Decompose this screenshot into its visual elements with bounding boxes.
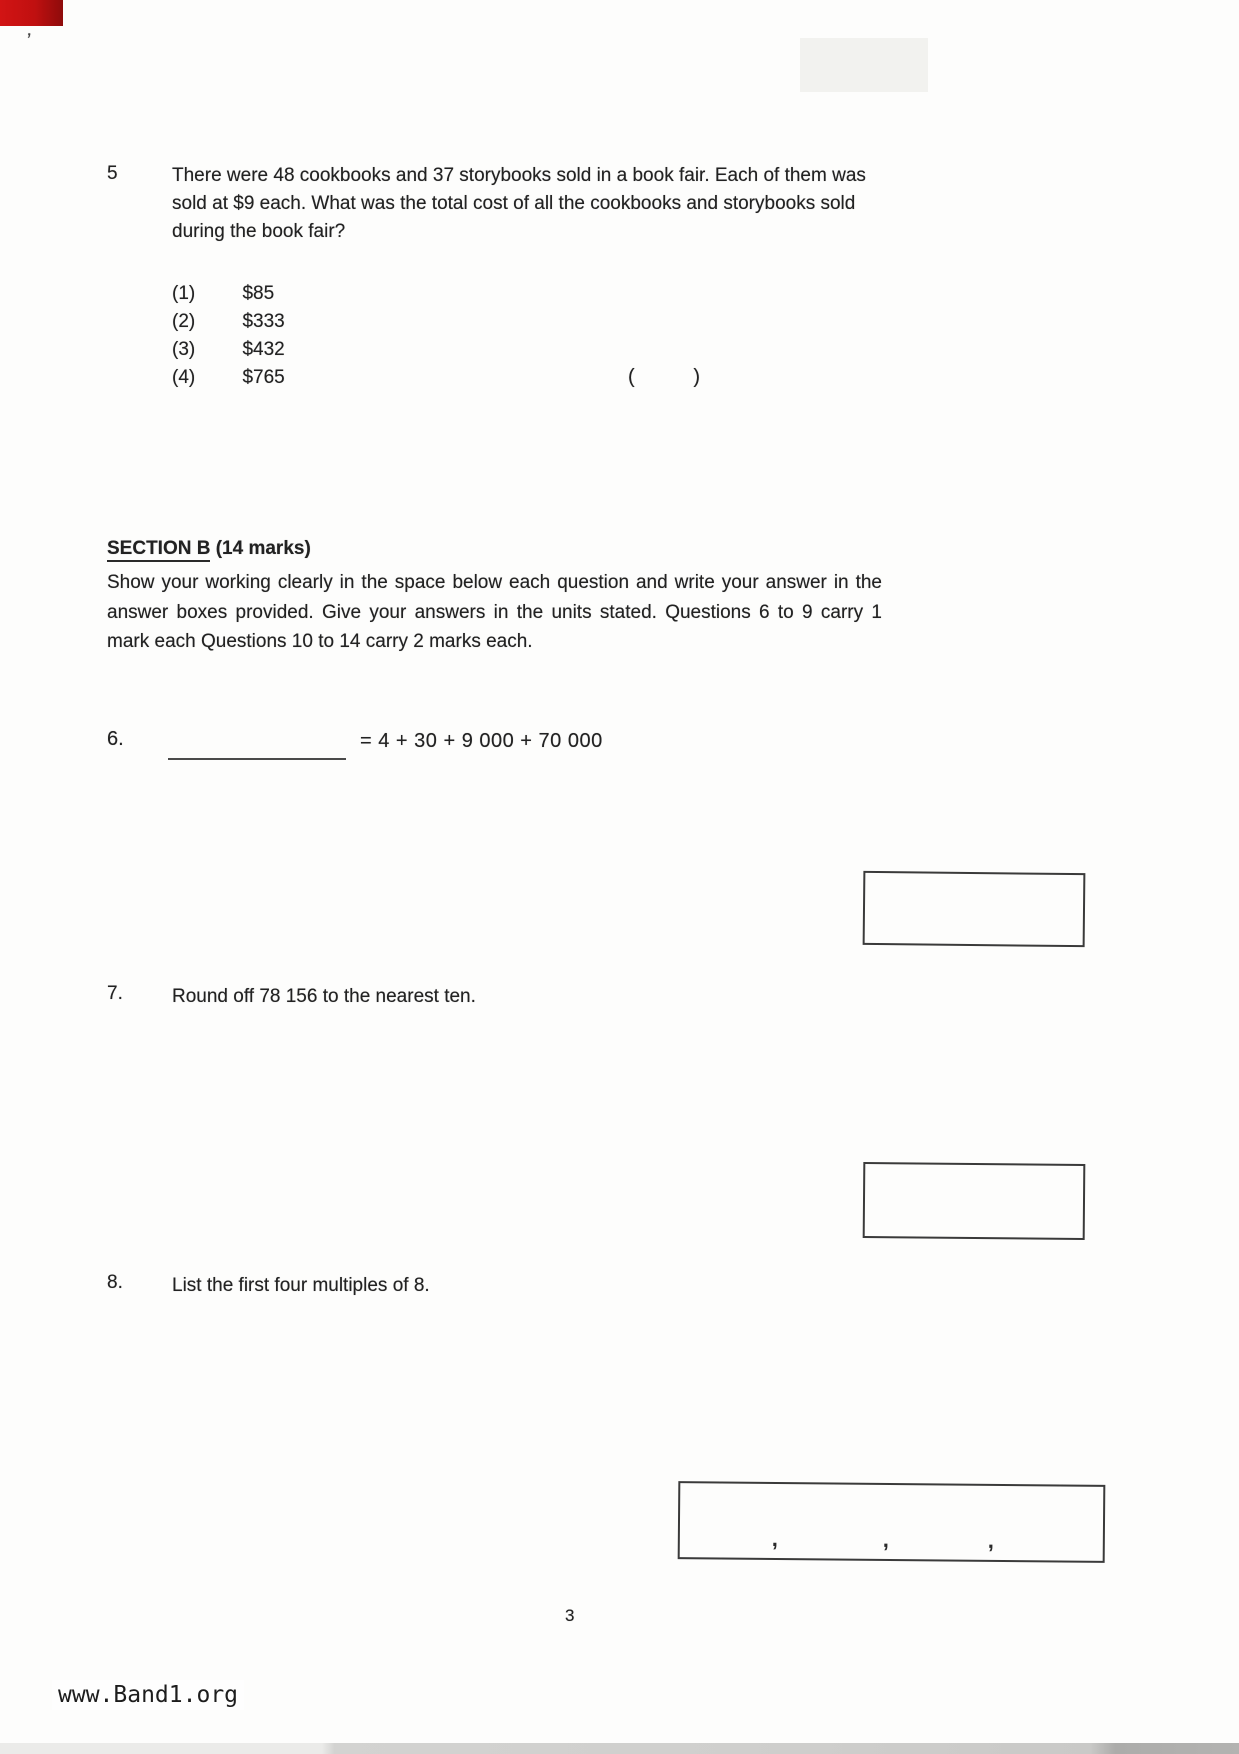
question7-text: Round off 78 156 to the nearest ten. (172, 986, 476, 1007)
question5-number: 5 (107, 163, 118, 184)
question7-answer-box (863, 1162, 1086, 1240)
scan-light-patch (800, 38, 928, 92)
option-label: (4) (172, 367, 196, 388)
option-value: $432 (242, 339, 285, 360)
question7-number: 7. (107, 983, 123, 1004)
section-b-heading (107, 538, 311, 560)
option-value: $765 (242, 367, 285, 388)
question6-equation: = 4 + 30 + 9 000 + 70 000 (360, 730, 603, 752)
answer-separator-comma: , (987, 1527, 995, 1553)
question6-number: 6. (107, 728, 124, 750)
mcq-option-1 (172, 283, 274, 305)
mcq-option-2 (172, 311, 285, 333)
watermark-url: www.Band1.org (52, 1680, 244, 1710)
question8-text: List the first four multiples of 8. (172, 1275, 430, 1296)
section-b-marks: (14 marks) (210, 538, 311, 559)
option-label: (3) (172, 339, 196, 360)
answer-separator-comma: , (771, 1525, 779, 1552)
page-number: 3 (565, 1606, 575, 1625)
question8-number: 8. (107, 1272, 123, 1293)
question6-answer-box (863, 871, 1086, 947)
scan-bottom-edge-bar (0, 1743, 1239, 1754)
option-label: (1) (172, 283, 196, 304)
bracket-close: ) (693, 366, 700, 388)
question8-answer-box (678, 1481, 1106, 1563)
option-label: (2) (172, 311, 196, 332)
question6-blank-line (168, 726, 346, 760)
question5-text: There were 48 cookbooks and 37 storybooks sold in a book fair. Each of them was sold at $9 each. What was the total cost of all the cookbooks and storybooks sold during the book fair? (172, 165, 866, 242)
scan-artifact-mark: ’ (24, 29, 33, 53)
mcq-option-3 (172, 339, 285, 361)
section-b-title: SECTION B (107, 538, 210, 562)
mcq-answer-bracket (628, 366, 700, 389)
option-value: $333 (242, 311, 285, 332)
bracket-open: ( (628, 366, 635, 388)
option-value: $85 (242, 283, 275, 304)
section-b-instructions: Show your working clearly in the space below each question and write your answer in the answer boxes provided. Give your answers in the units stated. Questions 6 to 9 carry 1 mark each Questions 10 to 14 carry 2 marks each. (107, 572, 882, 652)
answer-separator-comma: , (882, 1526, 890, 1552)
mcq-option-4 (172, 367, 285, 389)
scan-red-bar (0, 0, 63, 26)
